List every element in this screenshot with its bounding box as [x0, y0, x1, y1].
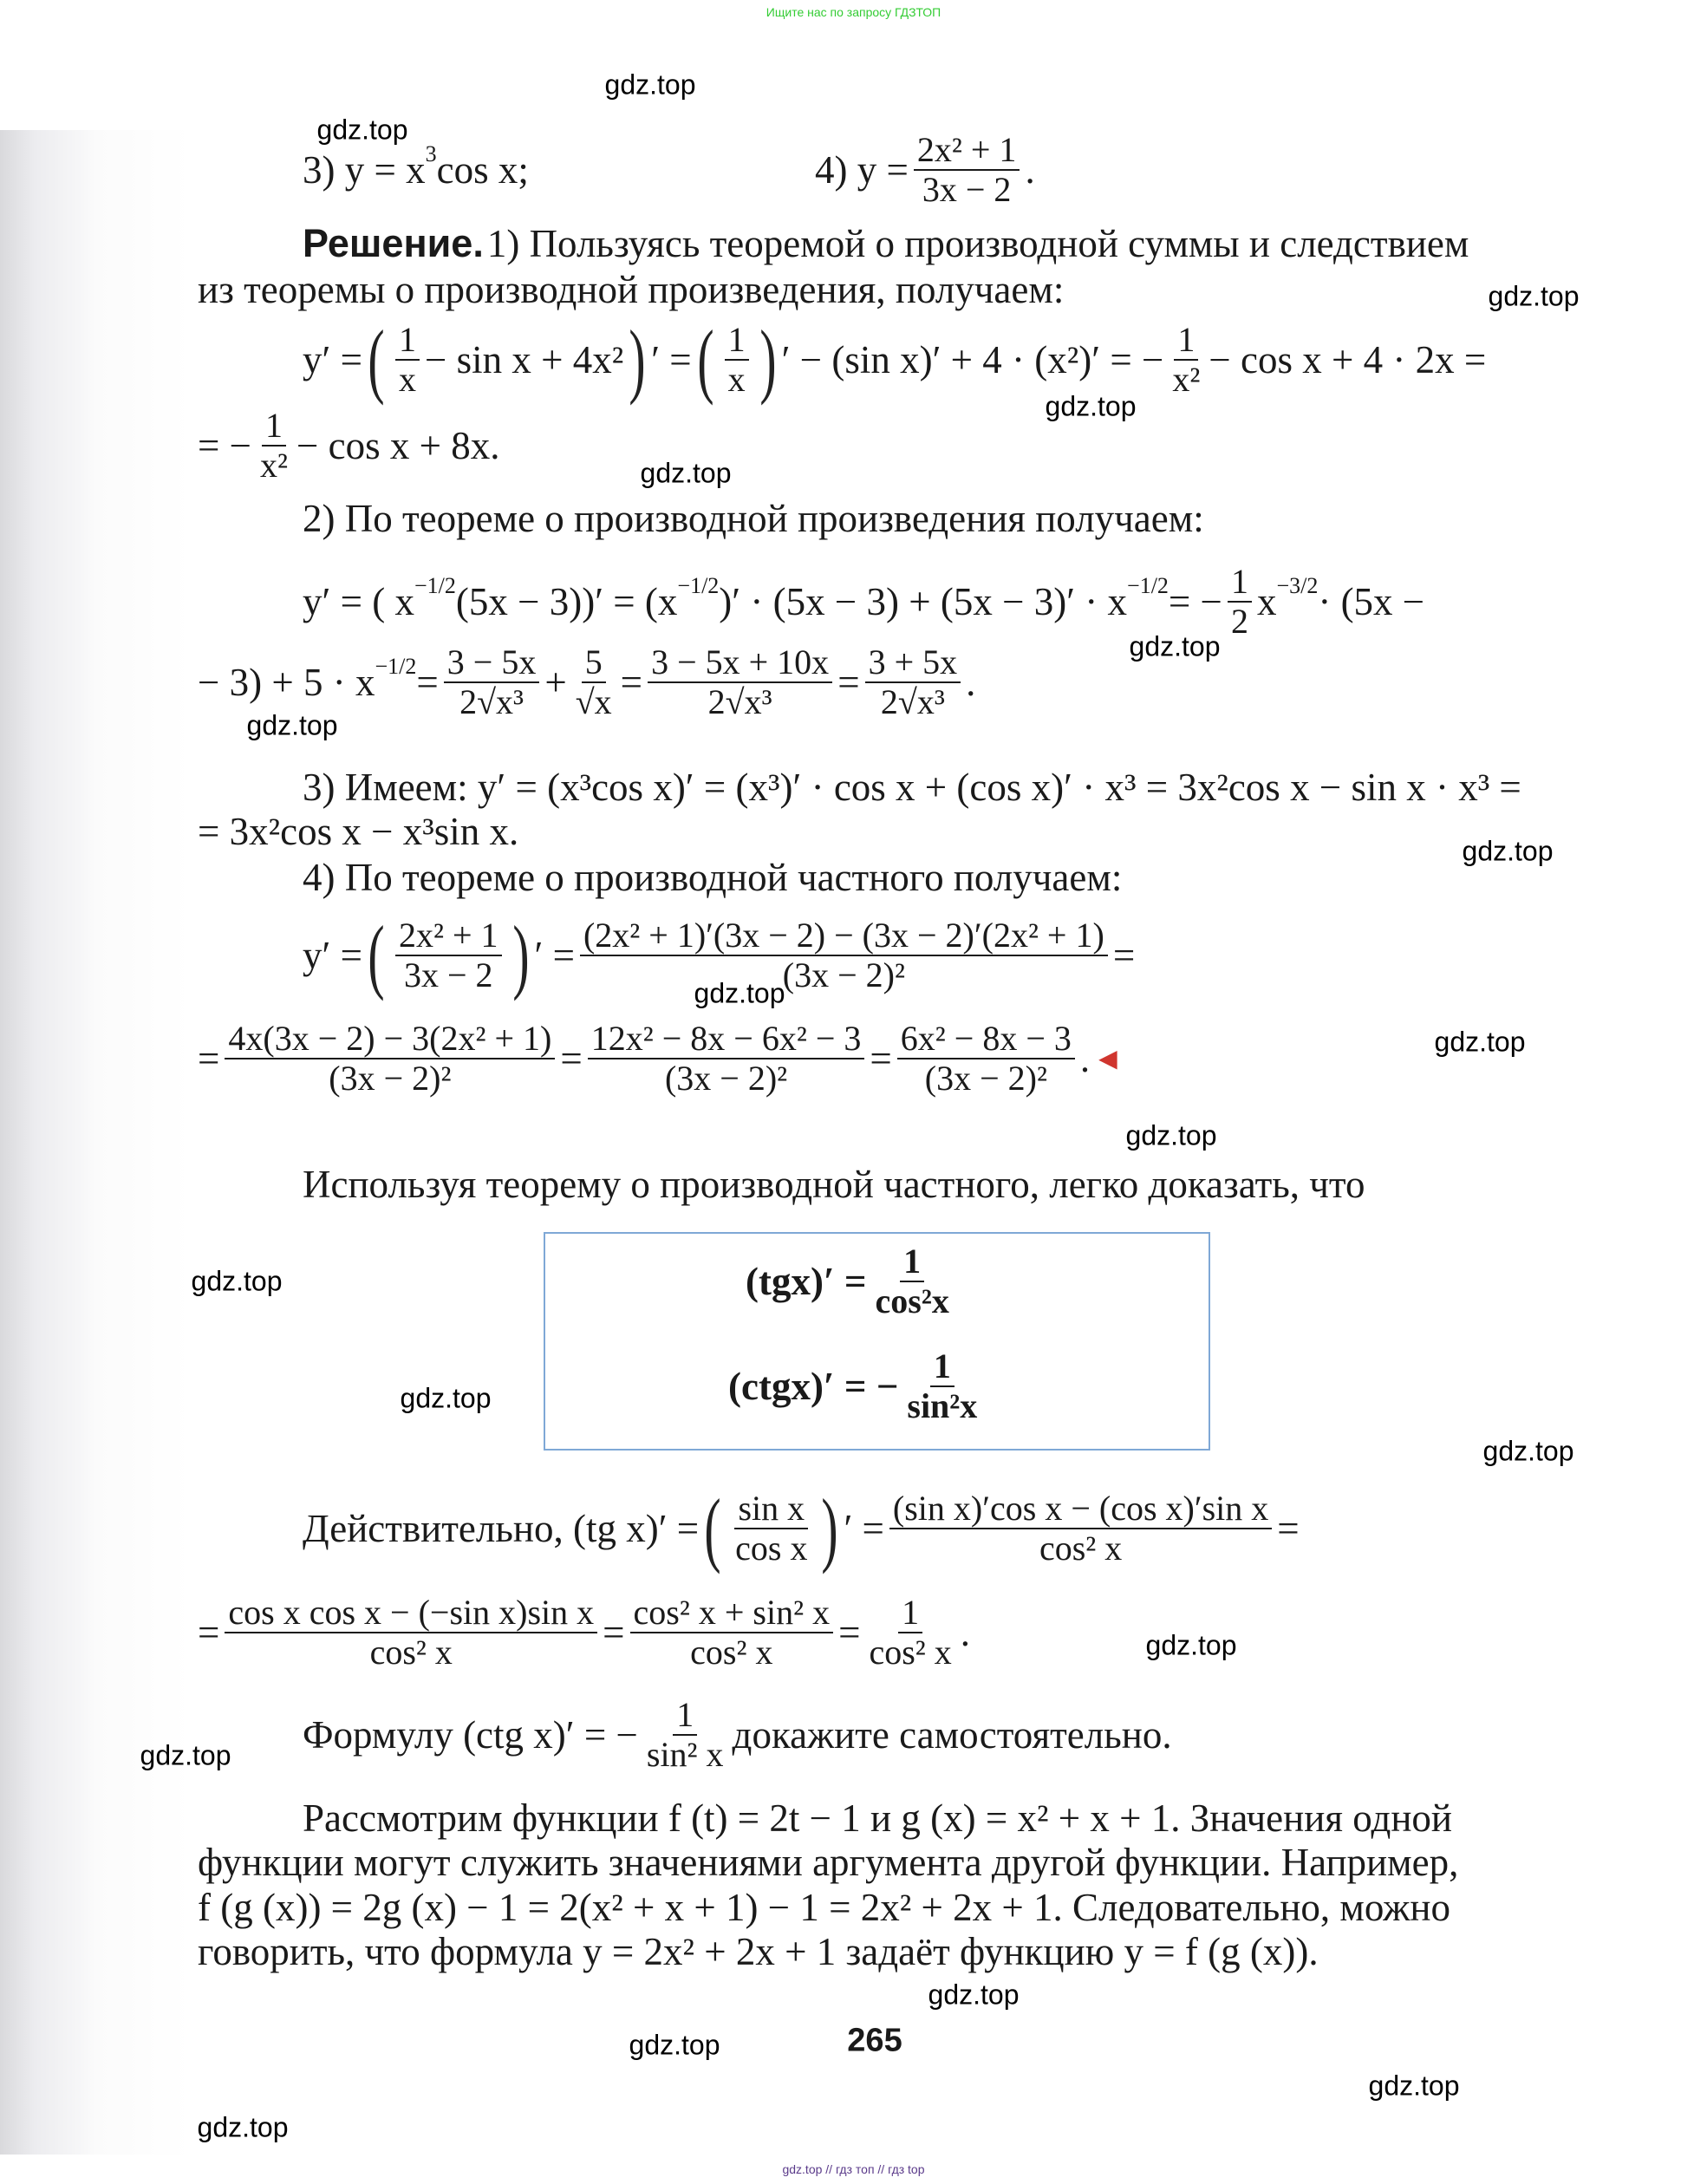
numerator: sin x — [734, 1490, 808, 1529]
text-line — [815, 131, 1035, 209]
watermark: gdz.top — [191, 1265, 283, 1297]
watermark: gdz.top — [640, 457, 732, 489]
text-run: (5x − 3))′ = (x — [455, 580, 678, 623]
text-run: ′ = — [534, 934, 575, 977]
text-run: 4) y = — [815, 148, 909, 192]
exponent: −1/2 — [1127, 573, 1169, 598]
exponent: −3/2 — [1276, 573, 1319, 598]
footer-banner: gdz.top // гдз топ // гдз top — [782, 2162, 925, 2176]
watermark: gdz.top — [1129, 630, 1221, 662]
parenthesis: ( — [704, 1482, 721, 1574]
text-run: (tgx)′ = — [746, 1260, 867, 1303]
text-line — [198, 1840, 1458, 1885]
denominator: sin²x — [907, 1386, 978, 1425]
denominator: sin² x — [646, 1735, 724, 1774]
text-run: = — [560, 1037, 583, 1080]
text-run: = — [620, 661, 643, 704]
text-run: 1) Пользуясь теоремой о производной суммы и следствием — [486, 222, 1469, 265]
fraction — [914, 131, 1020, 209]
denominator: cos² x — [369, 1633, 453, 1672]
text-run: из теоремы о производной произведения, получаем: — [198, 268, 1065, 311]
text-run: − 3) + 5 · x — [198, 661, 375, 704]
denominator: 2√x³ — [707, 682, 772, 721]
text-run: = — [870, 1037, 892, 1080]
text-line — [198, 1020, 1117, 1098]
text-run: + — [544, 661, 567, 704]
numerator: 1 — [725, 321, 749, 361]
text-line — [198, 809, 518, 854]
text-run: − cos x + 8x. — [296, 424, 500, 467]
denominator: 2√x³ — [880, 682, 945, 721]
watermark: gdz.top — [1488, 280, 1580, 312]
denominator: 3x − 2 — [403, 955, 493, 994]
exponent: −1/2 — [677, 573, 720, 598]
watermark: gdz.top — [197, 2111, 289, 2143]
text-run: 4) По теореме о производной частного получаем: — [303, 856, 1123, 899]
fraction — [630, 1594, 834, 1672]
text-run: = — [837, 661, 860, 704]
exponent: 3 — [425, 141, 437, 166]
header-banner: Ищите нас по запросу ГДЗТОП — [766, 5, 941, 19]
text-line — [303, 563, 1424, 641]
text-run: = − — [1168, 580, 1222, 623]
fraction — [865, 1594, 954, 1672]
numerator: cos² x + sin² x — [630, 1594, 834, 1633]
text-run: = — [198, 1611, 220, 1654]
text-run: = — [603, 1611, 625, 1654]
denominator: cos²x — [875, 1281, 949, 1320]
fraction — [257, 407, 291, 485]
parenthesis: ( — [368, 909, 385, 1001]
text-run: ′ = — [844, 1507, 884, 1550]
watermark: gdz.top — [1045, 390, 1137, 422]
watermark: gdz.top — [246, 709, 338, 741]
fraction — [572, 643, 616, 721]
text-run: 2) По теореме о производной произведения получаем: — [303, 497, 1204, 540]
denominator: cos² x — [869, 1633, 952, 1672]
watermark: gdz.top — [694, 977, 785, 1009]
parenthesis: ( — [368, 313, 385, 406]
text-line — [198, 1594, 970, 1672]
watermark: gdz.top — [316, 114, 408, 146]
parenthesis: ) — [821, 1482, 839, 1574]
text-run: = — [416, 661, 439, 704]
text-line — [303, 1162, 1365, 1207]
fraction — [580, 916, 1108, 994]
text-line — [198, 267, 1064, 312]
denominator: (3x − 2)² — [782, 955, 905, 994]
text-line — [303, 1482, 1300, 1574]
numerator: 1 — [900, 1242, 924, 1282]
numerator: cos x cos x − (−sin x)sin x — [225, 1594, 597, 1633]
watermark: gdz.top — [1482, 1435, 1574, 1467]
denominator: cos x — [735, 1529, 808, 1568]
fraction — [225, 1594, 597, 1672]
numerator: 3 − 5x + 10x — [648, 643, 832, 683]
fraction — [1228, 563, 1252, 641]
text-run: )′ · (5x − 3) + (5x − 3)′ · x — [719, 580, 1128, 623]
text-line — [303, 855, 1122, 900]
text-run: y′ = — [303, 934, 362, 977]
text-run: · (5x − — [1318, 580, 1425, 623]
text-run: = — [838, 1611, 861, 1654]
watermark: gdz.top — [1434, 1026, 1526, 1058]
numerator: 3 + 5x — [865, 643, 961, 683]
numerator: 1 — [898, 1594, 922, 1633]
denominator: (3x − 2)² — [329, 1059, 452, 1098]
text-run: ′ − (sin x)′ + 4 · (x²)′ = − — [781, 338, 1164, 381]
text-line — [303, 765, 1521, 810]
text-run: . — [960, 1611, 971, 1654]
text-run: 3) y = x — [303, 148, 426, 192]
text-run: докажите самостоятельно. — [732, 1713, 1172, 1757]
fraction — [395, 916, 502, 994]
text-line — [303, 221, 1469, 266]
denominator: 2 — [1230, 602, 1248, 641]
formula-box — [544, 1232, 1210, 1451]
text-run: − cos x + 4 · 2x = — [1209, 338, 1487, 381]
denominator: √x — [575, 682, 612, 721]
numerator: 12x² − 8x − 6x² − 3 — [588, 1020, 865, 1059]
exponent: −1/2 — [375, 654, 417, 679]
denominator: 2√x³ — [459, 682, 524, 721]
text-line — [303, 141, 529, 192]
numerator: 2x² + 1 — [914, 131, 1020, 171]
watermark: gdz.top — [1368, 2070, 1460, 2102]
watermark: gdz.top — [928, 1979, 1020, 2011]
denominator: x — [727, 360, 746, 399]
solution-label: Решение. — [303, 221, 484, 265]
page-number: 265 — [847, 2022, 902, 2059]
numerator: 1 — [1228, 563, 1252, 603]
text-run: = — [1112, 934, 1136, 977]
watermark: gdz.top — [629, 2029, 720, 2061]
denominator: 3x − 2 — [922, 170, 1012, 209]
text-run: . — [966, 661, 976, 704]
parenthesis: ) — [759, 313, 777, 406]
text-line — [198, 407, 500, 485]
denominator: (3x − 2)² — [664, 1059, 788, 1098]
text-line — [198, 1929, 1319, 1974]
fraction — [889, 1490, 1272, 1568]
text-run: функции могут служить значениями аргумента другой функции. Например, — [198, 1841, 1459, 1884]
denominator: x² — [260, 446, 289, 485]
text-run: x — [1256, 580, 1277, 623]
watermark: gdz.top — [1125, 1119, 1217, 1151]
numerator: 1 — [1174, 321, 1198, 361]
fraction — [648, 643, 832, 721]
text-line — [303, 1796, 1452, 1841]
text-run: − sin x + 4x² — [424, 338, 624, 381]
text-line — [303, 496, 1204, 541]
parenthesis: ( — [697, 313, 714, 406]
text-run: . — [1025, 148, 1035, 192]
numerator: (2x² + 1)′(3x − 2) − (3x − 2)′(2x² + 1) — [580, 916, 1108, 956]
fraction — [225, 1020, 555, 1098]
fraction — [732, 1490, 811, 1568]
watermark: gdz.top — [400, 1382, 492, 1414]
fraction — [588, 1020, 865, 1098]
watermark: gdz.top — [1462, 835, 1554, 867]
fraction — [897, 1020, 1075, 1098]
denominator: x — [398, 360, 416, 399]
numerator: 4x(3x − 2) − 3(2x² + 1) — [225, 1020, 555, 1059]
fraction — [865, 643, 961, 721]
numerator: 1 — [673, 1696, 697, 1736]
text-line — [198, 1885, 1450, 1930]
text-run: 3) Имеем: y′ = (x³cos x)′ = (x³)′ · cos x + (cos x)′ · x³ = 3x²cos x − sin x · x³ = — [303, 766, 1521, 809]
text-line — [303, 1696, 1172, 1774]
text-run: Формулу (ctg x)′ = − — [303, 1713, 638, 1757]
parenthesis: ) — [629, 313, 646, 406]
fraction — [725, 321, 749, 399]
numerator: 1 — [395, 321, 420, 361]
exponent: −1/2 — [414, 573, 456, 598]
text-run: = − — [198, 424, 252, 467]
numerator: 1 — [262, 407, 286, 447]
text-run: f (g (x)) = 2g (x) − 1 = 2(x² + x + 1) − 1 = 2x² + 2x + 1. Следовательно, можно — [198, 1886, 1450, 1929]
numerator: 1 — [930, 1347, 954, 1387]
fraction — [1169, 321, 1203, 399]
numerator: (sin x)′cos x − (cos x)′sin x — [889, 1490, 1272, 1529]
denominator: cos² x — [690, 1633, 773, 1672]
parenthesis: ) — [511, 909, 530, 1001]
denominator: (3x − 2)² — [924, 1059, 1047, 1098]
watermark: gdz.top — [140, 1739, 231, 1771]
text-run: = 3x²cos x − x³sin x. — [198, 810, 519, 853]
text-run: cos x; — [436, 148, 529, 192]
fraction — [444, 643, 540, 721]
fraction — [643, 1696, 727, 1774]
numerator: 3 − 5x — [444, 643, 540, 683]
text-run: = — [1277, 1507, 1300, 1550]
text-run: y′ = — [303, 338, 362, 381]
watermark: gdz.top — [604, 68, 696, 101]
numerator: 6x² − 8x − 3 — [897, 1020, 1075, 1059]
fraction — [395, 321, 420, 399]
numerator: 5 — [582, 643, 606, 683]
text-run: Рассмотрим функции f (t) = 2t − 1 и g (x) = x² + x + 1. Значения одной — [303, 1796, 1453, 1840]
text-run: y′ = ( x — [303, 580, 414, 623]
end-of-solution-marker-icon: ◀ — [1098, 1046, 1117, 1072]
denominator: x² — [1172, 360, 1201, 399]
denominator: cos² x — [1039, 1529, 1123, 1568]
text-run: ′ = — [651, 338, 692, 381]
text-run: = — [198, 1037, 220, 1080]
text-run: Действительно, (tg x)′ = — [303, 1507, 700, 1550]
text-run: Используя теорему о производной частного, легко доказать, что — [303, 1163, 1365, 1206]
text-run: (ctgx)′ = − — [728, 1365, 899, 1408]
text-run: говорить, что формула y = 2x² + 2x + 1 задаёт функцию y = f (g (x)). — [198, 1930, 1319, 1973]
text-run: . — [1079, 1037, 1091, 1080]
watermark: gdz.top — [1145, 1629, 1237, 1661]
numerator: 2x² + 1 — [395, 916, 502, 956]
